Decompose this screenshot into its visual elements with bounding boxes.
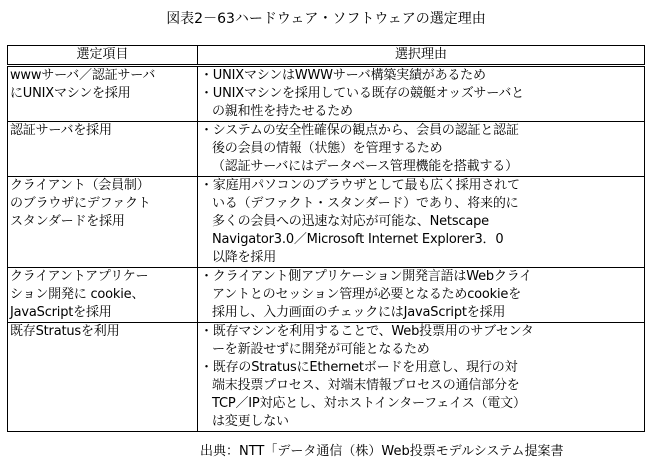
figure-title: 図表2－63ハードウェア・ソフトウェアの選定理由 — [166, 11, 486, 27]
item-line: 認証サーバを採用 — [10, 123, 112, 138]
selection-item-cell — [8, 268, 198, 323]
reason-line: 端末投票プロセス、対端末情報プロセスの通信部分を — [212, 378, 520, 393]
item-line: のブラウザにデファクト — [10, 196, 151, 211]
source-citation: 出典：NTT「データ通信（株）Web投票モデルシステム提案書 — [200, 444, 564, 459]
reason-line: （認証サーバにはデータベース管理機能を搭載する） — [212, 159, 518, 174]
header-item: 選定項目 — [8, 46, 198, 66]
item-line: にUNIXマシンを採用 — [10, 86, 131, 101]
reason-line: 多くの会員への迅速な対応が可能な、Netscape — [212, 214, 489, 229]
item-line: クライアントアプリケー — [10, 269, 149, 284]
reason-line: ・UNIXマシンはWWWサーバ構築実績があるため — [200, 68, 486, 83]
selection-item-cell — [8, 177, 198, 268]
reason-line: ・クライアント側アプリケーション開発言語はWebクライ — [200, 269, 532, 284]
item-line: クライアント（会員制） — [10, 178, 150, 193]
reason-line: ・家庭用パソコンのブラウザとして最も広く採用されて — [200, 178, 520, 193]
header-reason: 選択理由 — [198, 46, 645, 66]
reason-cell — [198, 66, 645, 122]
reason-line: 採用し、入力画面のチェックにはJavaScriptを採用 — [212, 305, 506, 320]
table-row — [8, 268, 645, 323]
reason-line: 後の会員の情報（状態）を管理するため — [212, 141, 443, 156]
item-line: wwwサーバ／認証サーバ — [10, 68, 156, 83]
item-line: 既存Stratusを利用 — [10, 324, 120, 339]
reason-cell — [198, 177, 645, 268]
reason-cell — [198, 268, 645, 323]
reason-line: ・UNIXマシンを採用している既存の競艇オッズサーバと — [200, 86, 524, 101]
reason-line: ・システムの安全性確保の観点から、会員の認証と認証 — [200, 123, 519, 138]
reason-cell — [198, 122, 645, 177]
reason-line: ・既存のStratusにEthernetボードを用意し、現行の対 — [200, 360, 518, 375]
reason-line: ・既存マシンを利用することで、Web投票用のサブセンタ — [200, 324, 534, 339]
reason-line: アントとのセッション管理が必要となるためcookieを — [212, 287, 522, 302]
item-line: JavaScriptを採用 — [10, 305, 112, 320]
item-line: スタンダードを採用 — [10, 214, 125, 229]
selection-item-cell — [8, 323, 198, 432]
reason-line: は変更しない — [212, 414, 289, 429]
selection-item-cell — [8, 66, 198, 122]
selection-reasons-table — [7, 45, 645, 432]
reason-line: ーを新設せずに開発が可能となるため — [212, 342, 430, 357]
reason-line: の親和性を持たせるため — [212, 104, 353, 119]
reason-line: いる（デファクト・スタンダード）であり、将来的に — [212, 196, 519, 211]
selection-item-cell — [8, 122, 198, 177]
table-row — [8, 122, 645, 177]
reason-line: TCP／IP対応とし、対ホストインターフェイス（電文） — [212, 396, 526, 411]
reason-line: Navigator3.0／Microsoft Internet Explorer3．0 — [212, 232, 504, 247]
table-row — [8, 177, 645, 268]
table-row — [8, 323, 645, 432]
reason-cell — [198, 323, 645, 432]
table-row — [8, 66, 645, 122]
reason-line: 以降を採用 — [212, 250, 277, 265]
item-line: ション開発に cookie、 — [10, 287, 145, 302]
